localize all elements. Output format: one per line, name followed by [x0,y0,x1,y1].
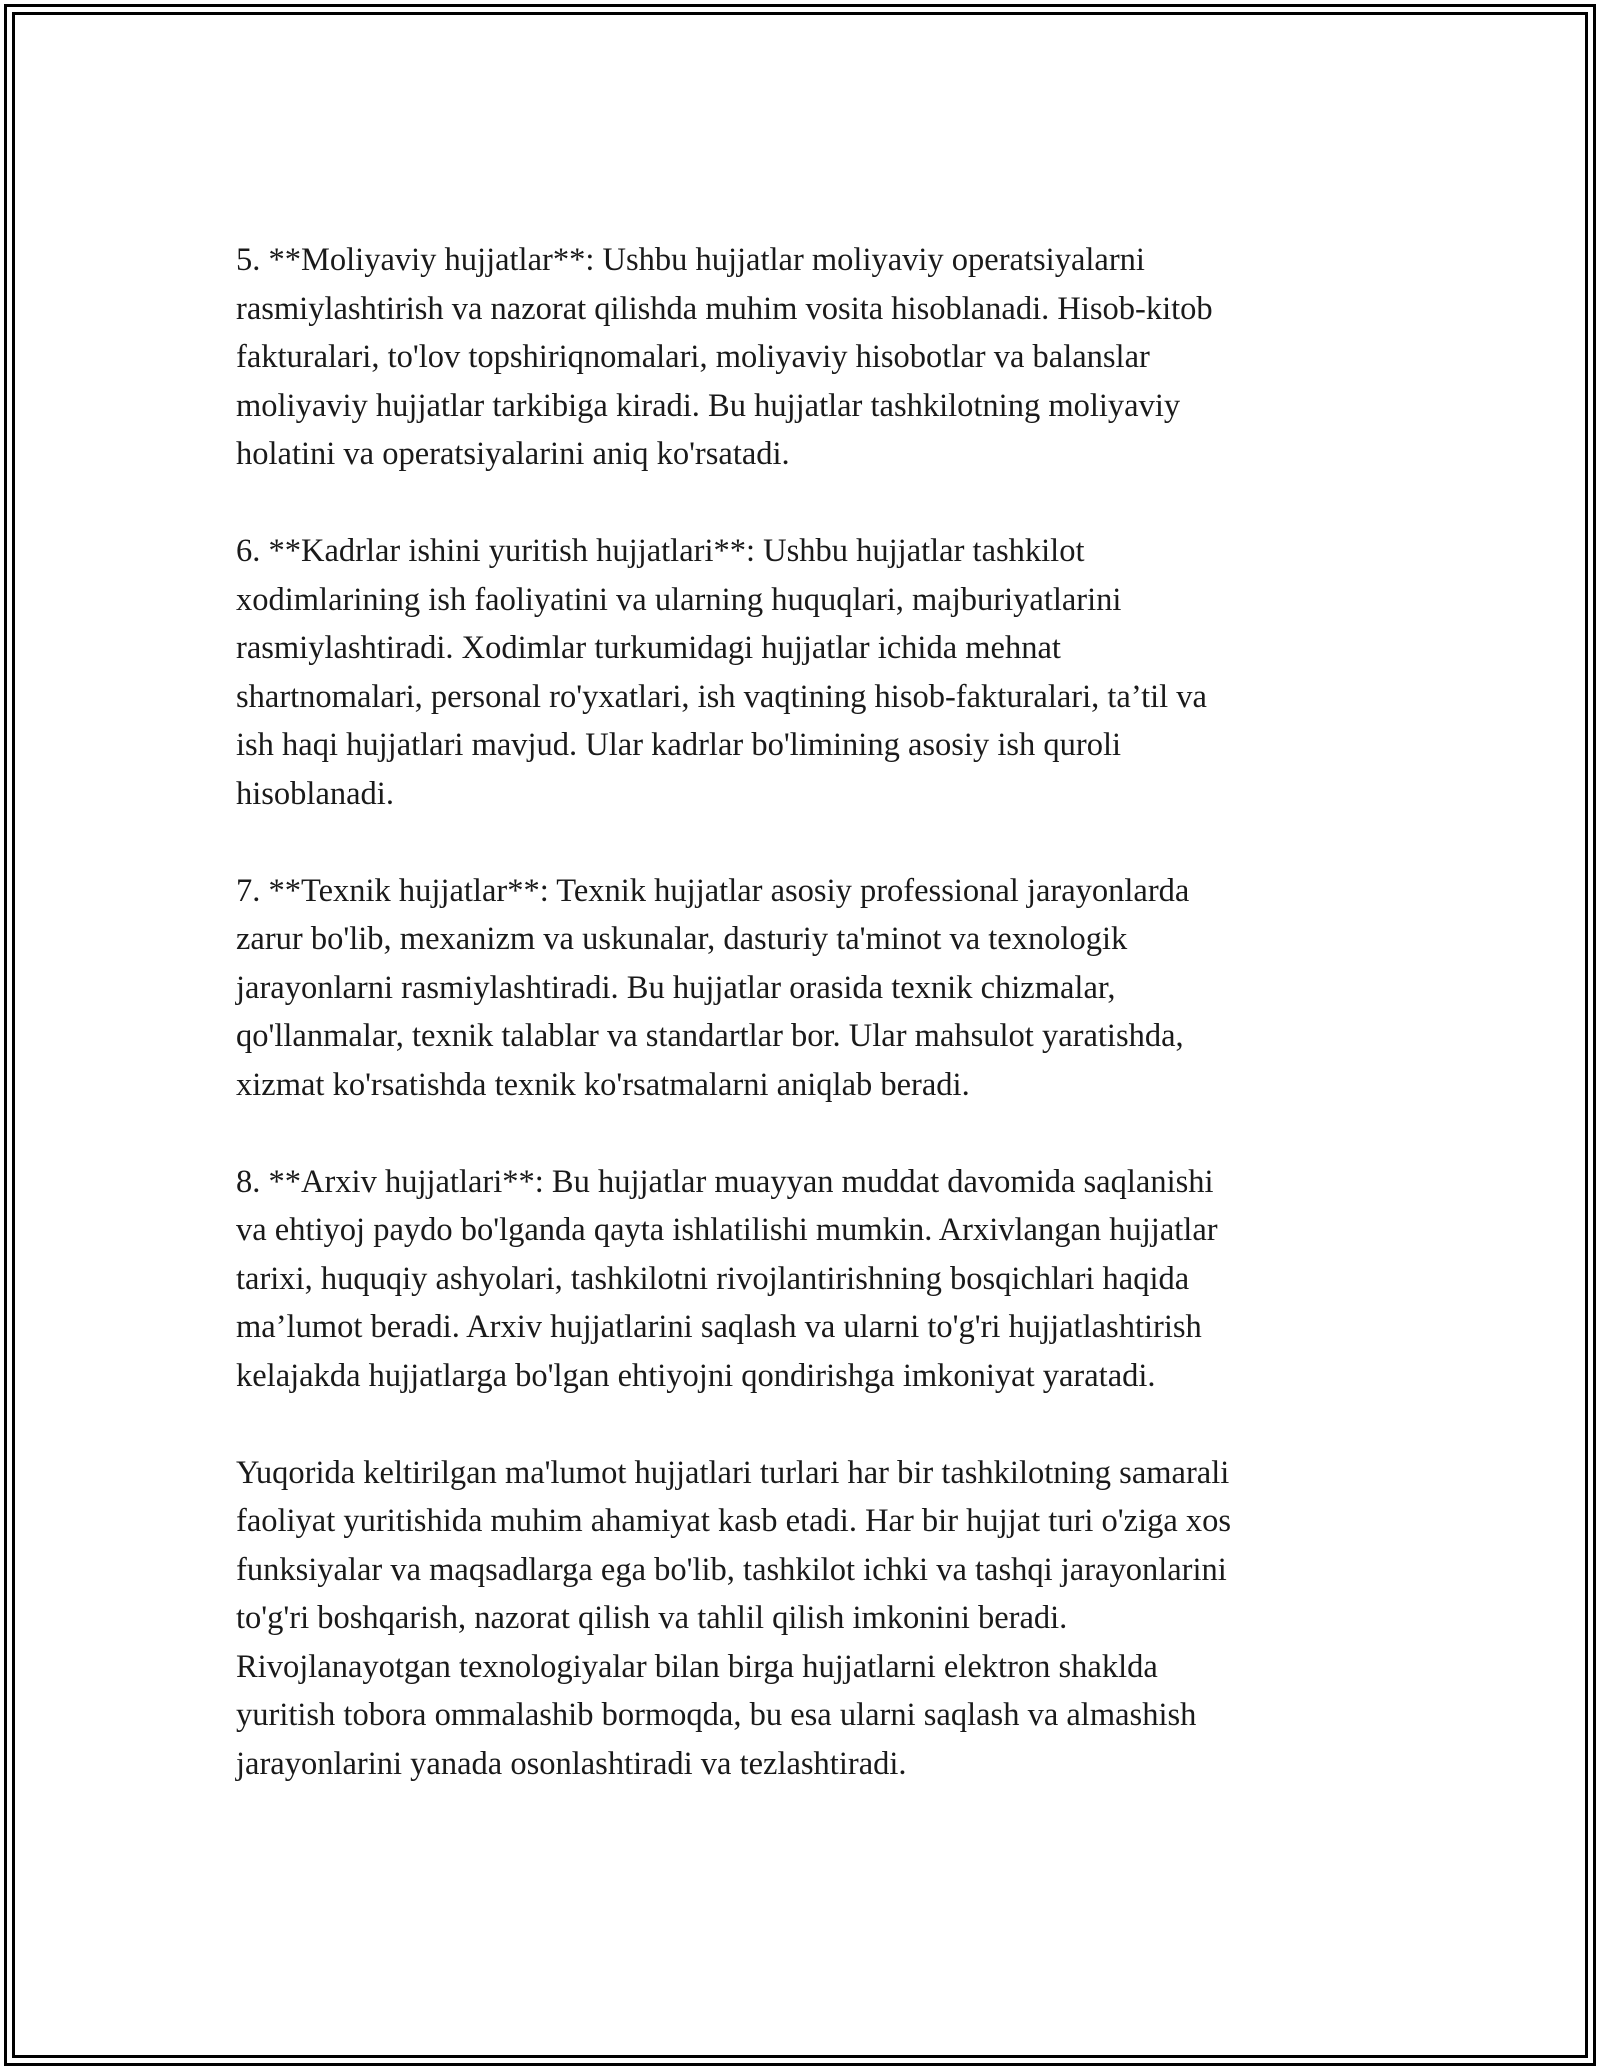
paragraph-technical-documents: 7. **Texnik hujjatlar**: Texnik hujjatlar asosiy professional jarayonlarda zarur bo'lib, mexanizm va uskunalar, dasturiy ta'minot va texnologik jarayonlarni rasmiylashtiradi. Bu hujjatlar orasida texnik chizmalar, qo'llanmalar, texnik talablar va standartlar bor. Ular mahsulot yaratishda, xizmat ko'rsatishda texnik ko'rsatmalarni aniqlab beradi. [236,872,1190,1103]
paragraph-financial-documents: 5. **Moliyaviy hujjatlar**: Ushbu hujjatlar moliyaviy operatsiyalarni rasmiylashtirish va nazorat qilishda muhim vosita hisoblanadi. Hisob-kitob fakturalari, to'lov topshiriqnomalari, moliyaviy hisobotlar va balanslar moliyaviy hujjatlar tarkibiga kiradi. Bu hujjatlar tashkilotning moliyaviy holatini va operatsiyalarini aniq ko'rsatadi. [236,242,1213,472]
paragraph-personnel-documents: 6. **Kadrlar ishini yuritish hujjatlari**: Ushbu hujjatlar tashkilot xodimlarining ish faoliyatini va ularning huquqlari, majburiyatlarini rasmiylashtiradi. Xodimlar turkumidagi hujjatlar ichida mehnat shartnomalari, personal ro'yxatlari, ish vaqtining hisob-fakturalari, ta’til va ish haqi hujjatlari mavjud. Ular kadrlar bo'limining asosiy ish quroli hisoblanadi. [236,533,1207,812]
paragraph-archive-documents: 8. **Arxiv hujjatlari**: Bu hujjatlar muayyan muddat davomida saqlanishi va ehtiyoj paydo bo'lganda qayta ishlatilishi mumkin. Arxivlangan hujjatlar tarixi, huquqiy ashyolari, tashkilotni rivojlantirishning bosqichlari haqida ma’lumot beradi. Arxiv hujjatlarini saqlash va ularni to'g'ri hujjatlashtirish kelajakda hujjatlarga bo'lgan ehtiyojni qondirishga imkoniyat yaratadi. [236,1163,1218,1394]
paragraph-conclusion: Yuqorida keltirilgan ma'lumot hujjatlari turlari har bir tashkilotning samarali faoliyat yuritishida muhim ahamiyat kasb etadi. Har bir hujjat turi o'ziga xos funksiyalar va maqsadlarga ega bo'lib, tashkilot ichki va tashqi jarayonlarini to'g'ri boshqarish, nazorat qilish va tahlil qilish imkonini beradi. Rivojlanayotgan texnologiyalar bilan birga hujjatlarni elektron shaklda yuritish tobora ommalashib bormoqda, bu esa ularni saqlash va almashish jarayonlarini yanada osonlashtiradi va tezlashtiradi. [236,1454,1232,1782]
document-body [236,236,1376,1837]
